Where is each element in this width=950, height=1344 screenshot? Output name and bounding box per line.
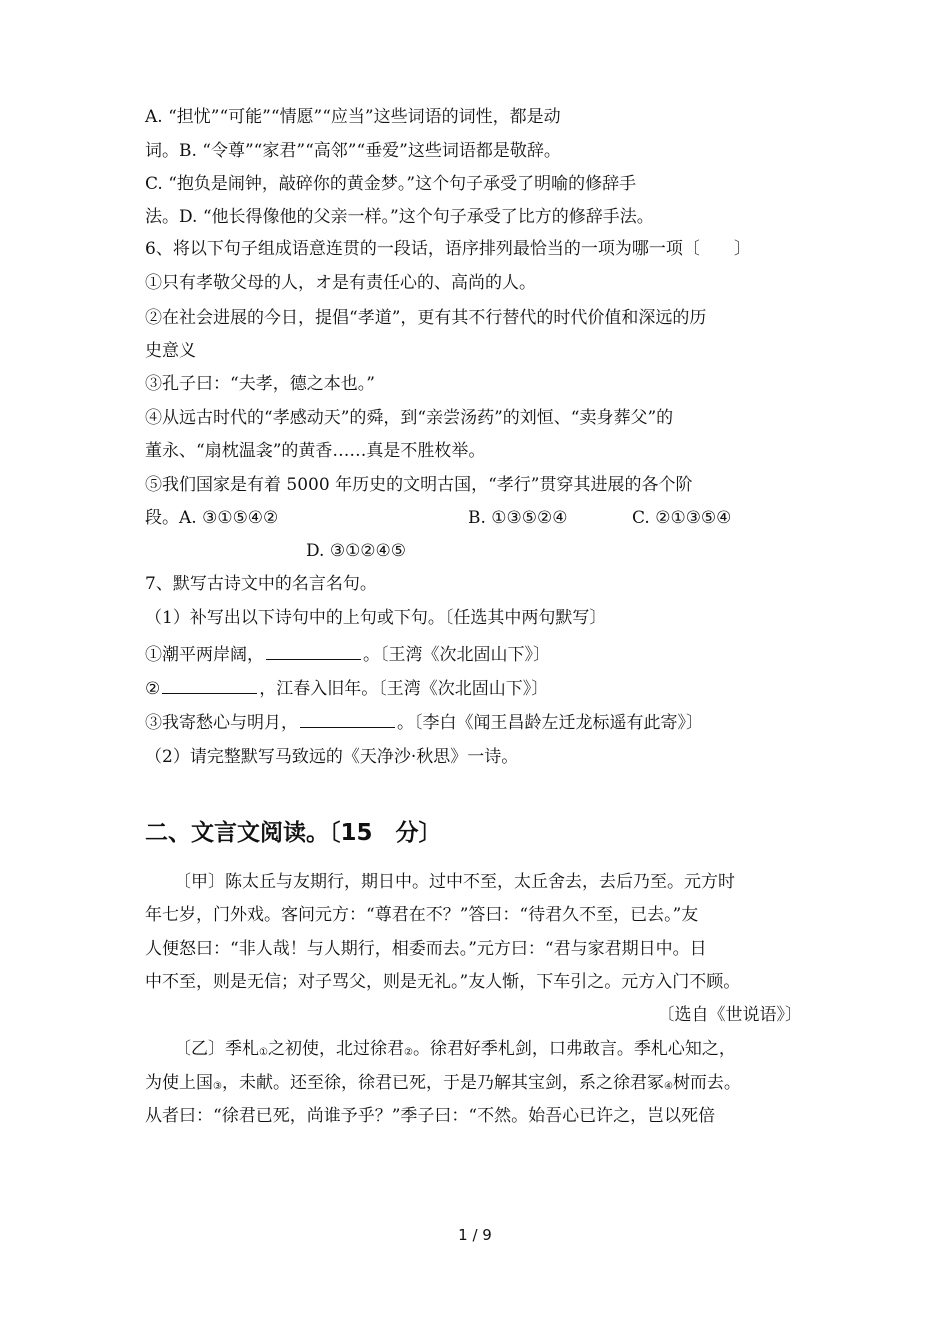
passage-yi-text: 。徐君好季札剑，口弗敢言。季札心知之， — [412, 1039, 736, 1059]
q6-stem: 6、将以下句子组成语意连贯的一段话，语序排列最恰当的一项为哪一项〔 〕 — [145, 239, 751, 259]
q6-sentence-4: ④从远古时代的“孝感动天”的舜，到“亲尝汤药”的刘恒、“卖身葬父”的 — [145, 408, 674, 428]
footnote-marker-2: ② — [403, 1047, 413, 1058]
passage-yi-text: 树而去。 — [672, 1073, 741, 1093]
q7-sub1: （1）补写出以下诗句中的上句或下句。〔任选其中两句默写〕 — [145, 608, 607, 628]
q5-option-a: A. “担忧”“可能”“情愿”“应当”这些词语的词性，都是动 — [145, 107, 561, 127]
q6-sentence-4-cont: 董永、“扇枕温衾”的黄香……真是不胜枚举。 — [145, 441, 486, 461]
q6-option-d: D. ③①②④⑤ — [306, 541, 407, 561]
q6-option-c: C. ②①③⑤④ — [632, 508, 732, 528]
passage-jia-line-4: 中不至，则是无信；对子骂父，则是无礼。”友人惭，下车引之。元方入门不顾。 — [145, 972, 741, 992]
q6-sentence-5-option-a: 段。A. ③①⑤④② — [145, 508, 279, 528]
q5-option-b: 词。B. “令尊”“家君”“高邻”“垂爱”这些词语都是敬辞。 — [145, 141, 561, 161]
q7-poem-2-number: ② — [145, 679, 161, 699]
q7-poem-3-source: 。〔李白《闻王昌龄左迁龙标遥有此寄》〕 — [397, 713, 703, 733]
passage-yi-text: 〔乙〕季札 — [174, 1039, 259, 1059]
passage-yi-line-3: 从者曰：“徐君已死，尚谁予乎？”季子曰：“不然。始吾心已许之，岂以死倍 — [145, 1106, 716, 1126]
q6-sentence-5: ⑤我们国家是有着 5000 年历史的文明古国，“孝行”贯穿其进展的各个阶 — [145, 475, 693, 495]
q7-blank-3[interactable] — [300, 711, 395, 728]
q7-blank-1[interactable] — [266, 643, 361, 660]
footnote-marker-1: ① — [259, 1047, 268, 1058]
q7-poem-2 — [145, 677, 548, 700]
page-number: 1 / 9 — [458, 1226, 492, 1244]
passage-yi-text: ，未献。还至徐，徐君已死，于是乃解其宝剑，系之徐君冢 — [221, 1073, 664, 1093]
q7-poem-1-source: 。〔王湾《次北固山下》〕 — [363, 645, 550, 665]
section-heading: 二、文言文阅读。〔15 分〕 — [145, 820, 442, 846]
passage-jia-source: 〔选自《世说语》〕 — [657, 1005, 802, 1025]
passage-yi-line-1 — [174, 1038, 736, 1064]
q7-poem-1-text: ①潮平两岸阔， — [145, 645, 264, 665]
passage-jia-line-2: 年七岁，门外戏。客问元方：“尊君在不？”答曰：“待君久不至，已去。”友 — [145, 905, 699, 925]
q6-sentence-2-cont: 史意义 — [145, 341, 196, 361]
q6-sentence-2: ②在社会进展的今日，提倡“孝道”，更有其不行替代的时代价值和深远的历 — [145, 308, 707, 328]
q5-option-d: 法。D. “他长得像他的父亲一样。”这个句子承受了比方的修辞手法。 — [145, 207, 654, 227]
passage-jia-line-3: 人便怒曰：“非人哉！与人期行，相委而去。”元方曰：“君与家君期日中。日 — [145, 939, 707, 959]
passage-jia-line-1: 〔甲〕陈太丘与友期行，期日中。过中不至，太丘舍去，去后乃至。元方时 — [174, 872, 735, 892]
passage-yi-text: 为使上国 — [145, 1073, 213, 1093]
footnote-marker-3: ③ — [213, 1081, 222, 1092]
q5-option-c: C. “抱负是闹钟，敲碎你的黄金梦。”这个句子承受了明喻的修辞手 — [145, 174, 637, 194]
passage-yi-text: 之初使，北过徐君 — [267, 1039, 404, 1059]
passage-yi-line-2 — [145, 1072, 741, 1098]
q6-option-b: B. ①③⑤②④ — [468, 508, 568, 528]
footnote-marker-4: ④ — [663, 1081, 673, 1092]
q7-poem-3 — [145, 711, 703, 734]
q7-poem-1 — [145, 643, 550, 666]
q7-stem: 7、默写古诗文中的名言名句。 — [145, 574, 377, 594]
q7-sub2: （2）请完整默写马致远的《天净沙·秋思》一诗。 — [145, 747, 519, 767]
q7-blank-2[interactable] — [162, 677, 257, 694]
q7-poem-3-text: ③我寄愁心与明月， — [145, 713, 298, 733]
q6-sentence-1: ①只有孝敬父母的人，オ是有责任心的、高尚的人。 — [145, 273, 536, 293]
q6-sentence-3: ③孔子曰：“夫孝，德之本也。” — [145, 374, 375, 394]
q7-poem-2-text: ，江春入旧年。〔王湾《次北固山下》〕 — [259, 679, 549, 699]
